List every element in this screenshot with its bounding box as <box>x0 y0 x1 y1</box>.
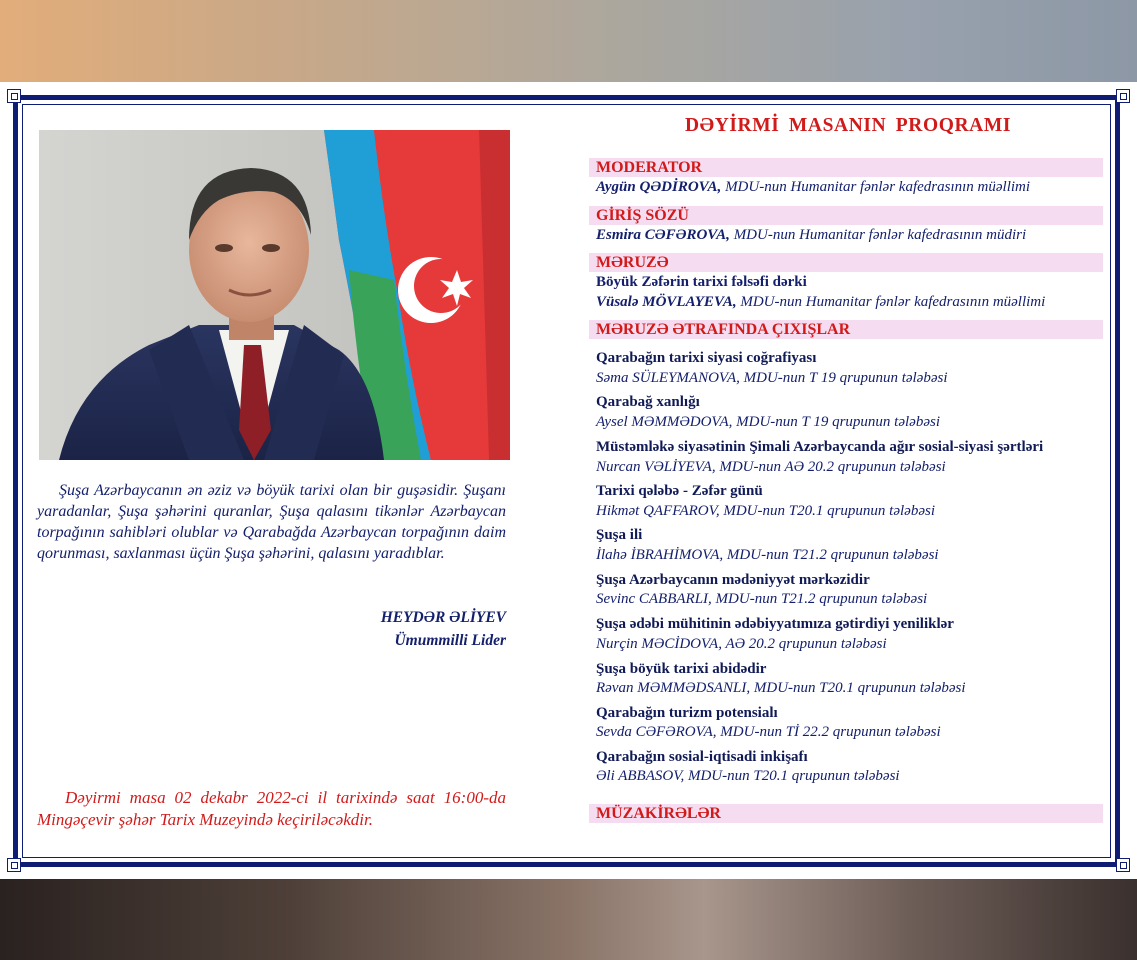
speech-speaker: Aysel MƏMMƏDOVA, MDU-nun T 19 qrupunun tələbəsi <box>596 414 940 430</box>
frame-corner-ornament <box>1116 858 1130 872</box>
report-speaker-name: Vüsalə MÖVLAYEVA, <box>596 294 737 310</box>
speech-title: Qarabağın sosial-iqtisadi inkişafı <box>596 749 808 765</box>
portrait-illustration <box>39 130 510 460</box>
speech-speaker: Sevda CƏFƏROVA, MDU-nun Tİ 22.2 qrupunun tələbəsi <box>596 724 941 740</box>
moderator-line <box>596 178 1030 197</box>
opening-speaker-name: Esmira CƏFƏROVA, <box>596 227 730 243</box>
author-title: Ümummilli Lider <box>394 632 506 649</box>
speech-title: Şuşa Azərbaycanın mədəniyyət mərkəzidir <box>596 572 870 588</box>
portrait-photo <box>39 130 510 460</box>
program-sheet <box>0 82 1137 879</box>
speech-speaker: Nurcan VƏLİYEVA, MDU-nun AƏ 20.2 qrupunun tələbəsi <box>596 459 946 475</box>
section-opening: GİRİŞ SÖZÜ <box>589 206 1103 225</box>
speech-speaker: Nurçin MƏCİDOVA, AƏ 20.2 qrupunun tələbəsi <box>596 636 887 652</box>
report-speaker-role: MDU-nun Humanitar fənlər kafedrasının müəllimi <box>740 294 1046 310</box>
speech-title: Müstəmləkə siyasətinin Şimali Azərbaycanda ağır sosial-siyasi şərtləri <box>596 439 1044 455</box>
speech-speaker: Hikmət QAFFAROV, MDU-nun T20.1 qrupunun tələbəsi <box>596 503 935 519</box>
section-discussion: MÜZAKİRƏLƏR <box>589 804 1103 823</box>
section-speeches: MƏRUZƏ ƏTRAFINDA ÇIXIŞLAR <box>589 320 1103 339</box>
quote-author <box>381 606 506 652</box>
speech-speaker: Rəvan MƏMMƏDSANLI, MDU-nun T20.1 qrupunun tələbəsi <box>596 680 966 696</box>
speech-speaker: İlahə İBRAHİMOVA, MDU-nun T21.2 qrupunun tələbəsi <box>596 547 939 563</box>
speech-title: Şuşa ədəbi mühitinin ədəbiyyatımıza gətirdiyi yeniliklər <box>596 616 954 632</box>
speech-title: Qarabağın tarixi siyasi coğrafiyası <box>596 350 817 366</box>
frame-corner-ornament <box>7 858 21 872</box>
speech-title: Tarixi qələbə - Zəfər günü <box>596 483 763 499</box>
opening-speaker-role: MDU-nun Humanitar fənlər kafedrasının müdiri <box>733 227 1027 243</box>
bottom-background-band <box>0 879 1137 960</box>
speech-title: Qarabağ xanlığı <box>596 394 700 410</box>
moderator-role: MDU-nun Humanitar fənlər kafedrasının müəllimi <box>725 179 1031 195</box>
speech-speaker: Əli ABBASOV, MDU-nun T20.1 qrupunun tələbəsi <box>596 768 900 784</box>
event-date-note: Dəyirmi masa 02 dekabr 2022-ci il tarixində saat 16:00-da Mingəçevir şəhər Tarix Muzeyində keçiriləcəkdir. <box>37 788 506 829</box>
section-moderator: MODERATOR <box>589 158 1103 177</box>
frame-corner-ornament <box>1116 89 1130 103</box>
top-background-band <box>0 0 1137 82</box>
speech-title: Şuşa ili <box>596 527 643 543</box>
report-topic: Böyük Zəfərin tarixi fəlsəfi dərki <box>596 274 807 290</box>
opening-line <box>596 226 1026 245</box>
section-report: MƏRUZƏ <box>589 253 1103 272</box>
speech-speaker: Sevinc CABBARLI, MDU-nun T21.2 qrupunun tələbəsi <box>596 591 928 607</box>
speech-speaker: Səma SÜLEYMANOVA, MDU-nun T 19 qrupunun tələbəsi <box>596 370 948 386</box>
speech-title: Qarabağın turizm potensialı <box>596 705 778 721</box>
program-title: DƏYİRMİ MASANIN PROQRAMI <box>685 115 1012 136</box>
frame-corner-ornament <box>7 89 21 103</box>
moderator-name: Aygün QƏDİROVA, <box>596 179 722 195</box>
heydar-aliyev-quote: Şuşa Azərbaycanın ən əziz və böyük tarixi olan bir guşəsidir. Şuşanı yaradanlar, Şuşa şəhərini quranlar, Şuşa qalasını tikənlər Azərbaycan torpağının sahibləri olublar və Qarabağda Azərbaycan torpağının daim qorunması, saxlanması üçün Şuşa şəhərini, qalasını yaradıblar. <box>37 482 506 562</box>
author-name: HEYDƏR ƏLİYEV <box>380 609 506 626</box>
report-line <box>596 293 1045 312</box>
speech-title: Şuşa böyük tarixi abidədir <box>596 661 767 677</box>
